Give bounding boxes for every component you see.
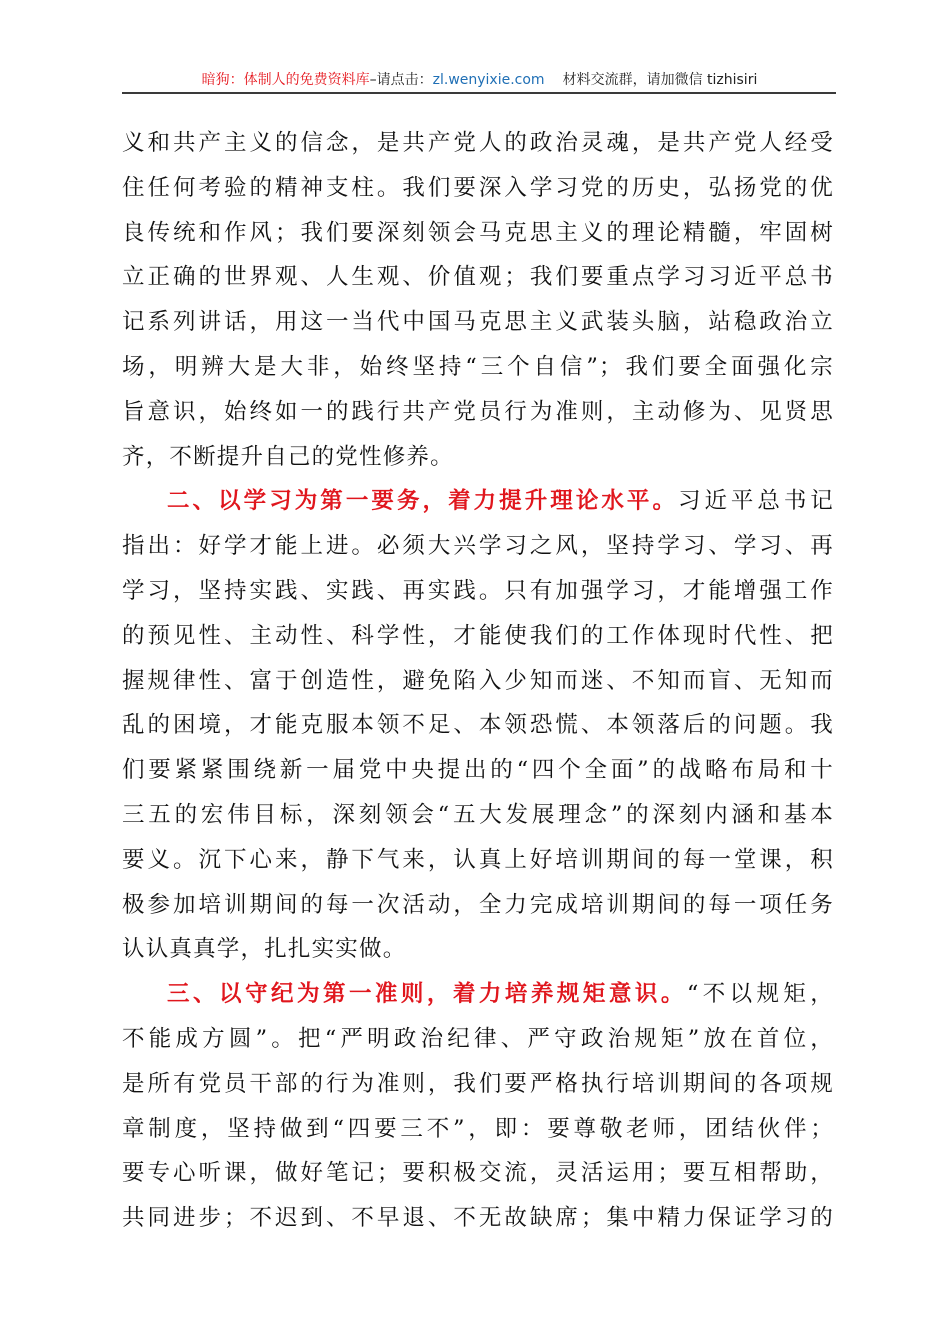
paragraph-3	[122, 972, 834, 1241]
text-line: 的预见性、主动性、科学性，才能使我们的工作体现时代性、把	[122, 622, 834, 649]
text-line: 不能成方圆”。把“严明政治纪律、严守政治规矩”放在首位，	[122, 1025, 834, 1052]
text-line: 是所有党员干部的行为准则，我们要严格执行培训期间的各项规	[122, 1070, 834, 1097]
paragraph-1	[122, 121, 834, 479]
text-line: 立正确的世界观、人生观、价值观；我们要重点学习习近平总书	[122, 264, 834, 291]
paragraph-2	[122, 479, 834, 972]
text-line: 共同进步；不迟到、不早退、不无故缺席；集中精力保证学习的	[122, 1205, 834, 1232]
text-line: 极参加培训期间的每一次活动，全力完成培训期间的每一项任务	[122, 891, 834, 918]
text-line: 们要紧紧围绕新一届党中央提出的“四个全面”的战略布局和十	[122, 757, 834, 784]
header-click-prompt: –请点击：	[369, 72, 433, 88]
document-body	[122, 121, 834, 1241]
text-line: 指出：好学才能上进。必须大兴学习之风，坚持学习、学习、再	[122, 533, 834, 560]
text-line: 要义。沉下心来，静下气来，认真上好培训期间的每一堂课，积	[122, 846, 834, 873]
text-line: 章制度，坚持做到“四要三不”，即：要尊敬老师，团结伙伴；	[122, 1115, 834, 1142]
text-line: 乱的困境，才能克服本领不足、本领恐慌、本领落后的问题。我	[122, 712, 834, 739]
header-contact: 材料交流群，请加微信 tizhisiri	[562, 72, 758, 88]
text-line: 认认真真学，扎扎实实做。	[122, 936, 407, 963]
text-line: 学习，坚持实践、实践、再实践。只有加强学习，才能增强工作	[122, 577, 834, 604]
text-line: 齐，不断提升自己的党性修养。	[122, 443, 454, 470]
text-line: 义和共产主义的信念，是共产党人的政治灵魂，是共产党人经受	[122, 130, 834, 156]
text-line: 记系列讲话，用这一当代中国马克思主义武装头脑，站稳政治立	[122, 309, 834, 336]
paragraph-3-first-line	[122, 972, 834, 1017]
text-run: 习近平总书记	[678, 488, 834, 515]
text-line: 握规律性、富于创造性，避免陷入少知而迷、不知而盲、无知而	[122, 667, 834, 694]
section-heading-3: 三、以守纪为第一准则，着力培养规矩意识。	[167, 981, 687, 1008]
paragraph-2-first-line	[122, 479, 834, 524]
text-line: 要专心听课，做好笔记；要积极交流，灵活运用；要互相帮助，	[122, 1160, 834, 1187]
header-divider	[122, 92, 836, 94]
page-header	[123, 70, 836, 90]
text-line: 旨意识，始终如一的践行共产党员行为准则，主动修为、见贤思	[122, 398, 834, 425]
section-heading-2: 二、以学习为第一要务，着力提升理论水平。	[167, 488, 679, 515]
text-line: 住任何考验的精神支柱。我们要深入学习党的历史，弘扬党的优	[122, 174, 834, 201]
text-line: 三五的宏伟目标，深刻领会“五大发展理念”的深刻内涵和基本	[122, 801, 834, 828]
text-line: 场，明辨大是大非，始终坚持“三个自信”；我们要全面强化宗	[122, 353, 834, 380]
header-website-link[interactable]: zl.wenyixie.com	[432, 72, 545, 88]
text-run: “不以规矩，	[686, 981, 834, 1008]
text-line: 良传统和作风；我们要深刻领会马克思主义的理论精髓，牢固树	[122, 219, 834, 246]
header-site-name: 暗狗：体制人的免费资料库	[201, 72, 370, 88]
